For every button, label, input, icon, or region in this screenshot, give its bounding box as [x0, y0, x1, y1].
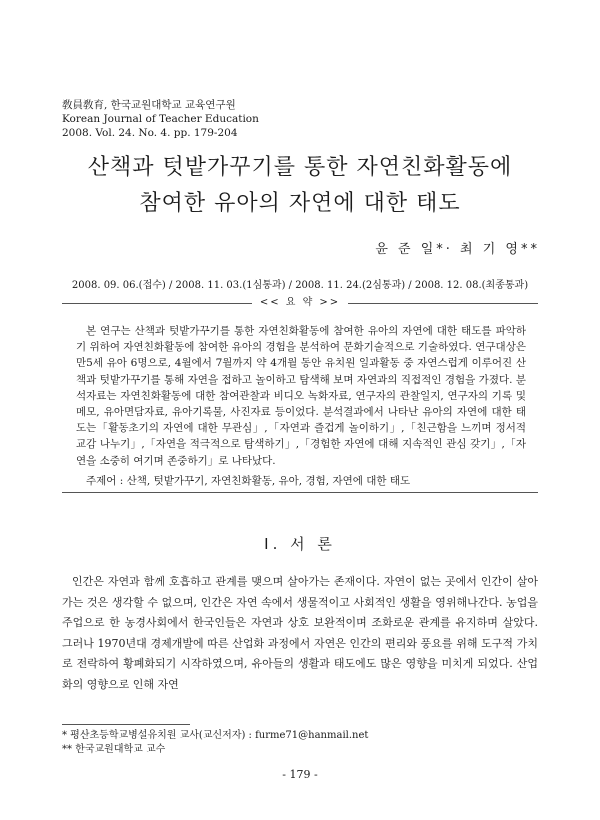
- abstract-divider: [62, 297, 538, 309]
- paper-title-line-2: 참여한 유아의 자연에 대한 태도: [139, 191, 461, 216]
- footnote-2: ** 한국교원대학교 교수: [62, 744, 166, 755]
- keywords: 주제어 : 산책, 텃밭가꾸기, 자연친화활동, 유아, 경험, 자연에 대한 태도: [86, 475, 411, 487]
- journal-header: [62, 98, 259, 140]
- authors: 윤 준 일*· 최 기 영**: [375, 242, 540, 257]
- footnotes: [62, 729, 368, 757]
- journal-name: 敎員敎育, 한국교원대학교 교육연구원: [62, 99, 236, 111]
- paper-title-line-1: 산책과 텃밭가꾸기를 통한 자연친화활동에: [87, 155, 513, 180]
- page-number: - 179 -: [282, 768, 318, 781]
- abstract-text: 본 연구는 산책과 텃밭가꾸기를 통한 자연친화활동에 참여한 유아의 자연에 대한 태도를 파악하기 위하여 자연친화활동에 참여한 유아의 경험을 분석하여 문화기술적으로 기술하였다. 연구대상은 만5세 유아 6명으로, 4월에서 7월까지 약 4개월 동안 유치원 일과활동 중 자연스럽게 이루어진 산책과 텃밭가꾸기를 통해 자연을 접하고 놀이하고 탐색해 보며 자연과의 직접적인 경험을 가졌다. 분석자료는 자연친화활동에 대한 참여관찰과 비디오 녹화자료, 연구자의 관찰일지, 연구자의 기록 및 메모, 유아면담자료, 유아기록물, 사진자료 등이었다. 분석결과에서 나타난 유아의 자연에 대한 태도는「활동초기의 자연에 대한 무관심」,「자연과 즐겁게 놀이하기」,「친근함을 느끼며 정서적 교감 나누기」,「자연을 적극적으로 탐색하기」,「경험한 자연에 대해 지속적인 관심 갖기」,「자연을 소중히 여기며 존중하기」로 나타났다.: [76, 325, 526, 467]
- section-heading: Ⅰ. 서 론: [264, 535, 336, 553]
- abstract-bottom-rule: [62, 492, 538, 493]
- footnote-1: * 평산초등학교병설유치원 교사(교신저자) : furme71@hanmail.net: [62, 730, 369, 741]
- abstract-label: << 요 약 >>: [259, 297, 341, 308]
- abstract: [76, 323, 526, 469]
- body-text-block: [62, 572, 538, 696]
- footnote-rule: [62, 724, 190, 725]
- review-dates: 2008. 09. 06.(접수) / 2008. 11. 03.(1심통과) / 2008. 11. 24.(2심통과) / 2008. 12. 08.(최종통과): [71, 280, 529, 291]
- body-paragraph: 인간은 자연과 함께 호흡하고 관계를 맺으며 살아가는 존재이다. 자연이 없는 곳에서 인간이 살아가는 것은 생각할 수 없으며, 인간은 자연 속에서 생물적이고 사회적인 생활을 영위해나간다. 농업을 주업으로 한 농경사회에서 한국인들은 자연과 상호 보완적이며 조화로운 관계를 유지하며 살았다. 그러나 1970년대 경제개발에 따른 산업화 과정에서 자연은 인간의 편리와 풍요를 위해 도구적 가치로 전락하여 황폐화되기 시작하였으며, 유아들의 생활과 태도에도 많은 영향을 미치게 되었다. 산업화의 영향으로 인해 자연: [62, 575, 538, 691]
- divider-line-right: [348, 303, 538, 304]
- journal-volume: 2008. Vol. 24. No. 4. pp. 179-204: [62, 127, 238, 139]
- journal-name-english: Korean Journal of Teacher Education: [62, 113, 259, 125]
